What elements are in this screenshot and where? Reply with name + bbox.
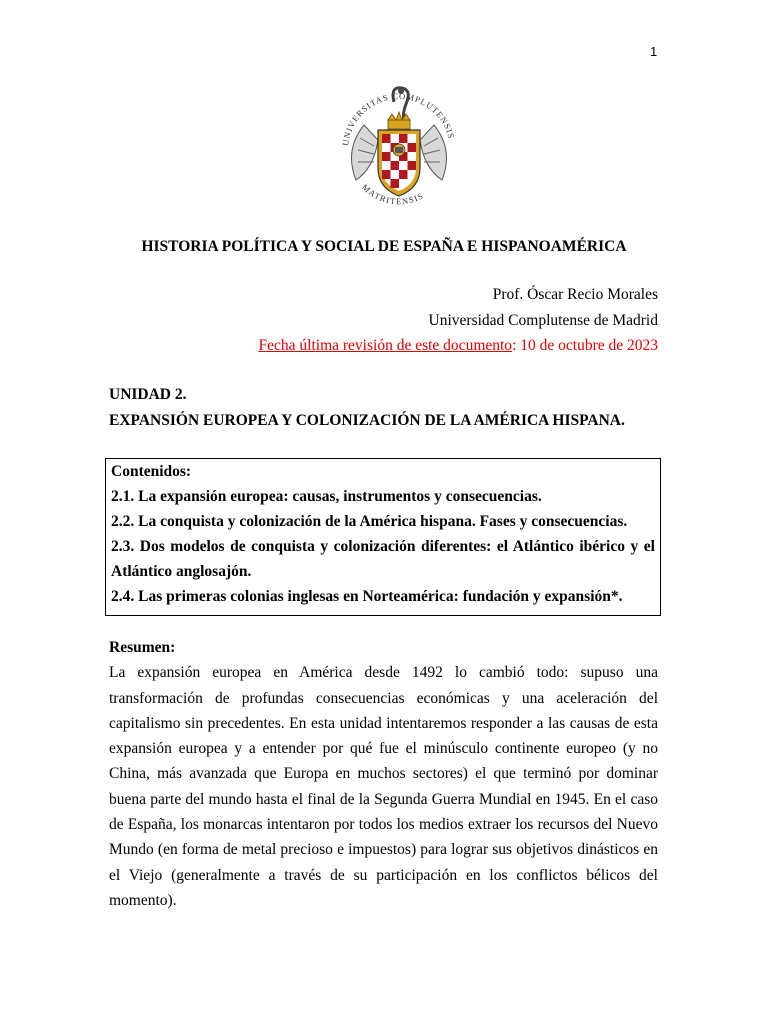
contents-item: 2.4. Las primeras colonias inglesas en Norteamérica: fundación y expansión*. — [111, 588, 623, 605]
summary-heading: Resumen: — [109, 639, 176, 656]
contents-item: 2.2. La conquista y colonización de la América hispana. Fases y consecuencias. — [111, 513, 628, 530]
revision-separator: : — [512, 337, 517, 354]
unit-label: UNIDAD 2. — [109, 386, 187, 403]
summary-section — [109, 635, 658, 913]
contents-box — [105, 458, 661, 616]
university-seal-icon — [334, 80, 464, 218]
document-title: HISTORIA POLÍTICA Y SOCIAL DE ESPAÑA E HISPANOAMÉRICA — [141, 238, 627, 255]
author-block — [259, 282, 658, 359]
revision-line — [259, 333, 658, 359]
summary-paragraph: La expansión europea en América desde 1492 lo cambió todo: supuso una transformación de profundas consecuencias económicas y una aceleración del capitalismo sin precedentes. En esta unidad intentaremos responder a las causas de esta expansión europea y a entender por qué fue el minúsculo continente europeo (y no China, más avanzada que Europa en muchos sectores) el que terminó por dominar buena parte del mundo hasta el final de la Segunda Guerra Mundial en 1945. En el caso de España, los monarcas intentaron por todos los medios extraer los recursos del Nuevo Mundo (en forma de metal precioso e impuestos) para lograr sus objetivos dinásticos en el Viejo (generalmente a través de su participación en los conflictos bélicos del momento). — [109, 664, 658, 909]
contents-item: 2.1. La expansión europea: causas, instrumentos y consecuencias. — [111, 488, 542, 505]
seal-ring-bottom-text: MATRITENSIS — [360, 181, 426, 207]
author-name: Prof. Óscar Recio Morales — [492, 286, 658, 303]
seal-graphic — [334, 80, 464, 218]
author-institution: Universidad Complutense de Madrid — [428, 311, 658, 329]
revision-label: Fecha última revisión de este documento — [258, 337, 513, 354]
page-number: 1 — [650, 44, 658, 59]
unit-title: EXPANSIÓN EUROPEA Y COLONIZACIÓN DE LA AMÉRICA HISPANA. — [109, 412, 625, 429]
revision-date: 10 de octubre de 2023 — [516, 337, 658, 354]
contents-heading: Contenidos: — [111, 463, 192, 480]
contents-item: 2.3. Dos modelos de conquista y colonización diferentes: el Atlántico ibérico y el Atlántico anglosajón. — [111, 538, 655, 580]
seal-ring-top-text: UNIVERSITAS COMPLUTENSIS — [340, 90, 457, 147]
unit-heading — [109, 382, 659, 434]
